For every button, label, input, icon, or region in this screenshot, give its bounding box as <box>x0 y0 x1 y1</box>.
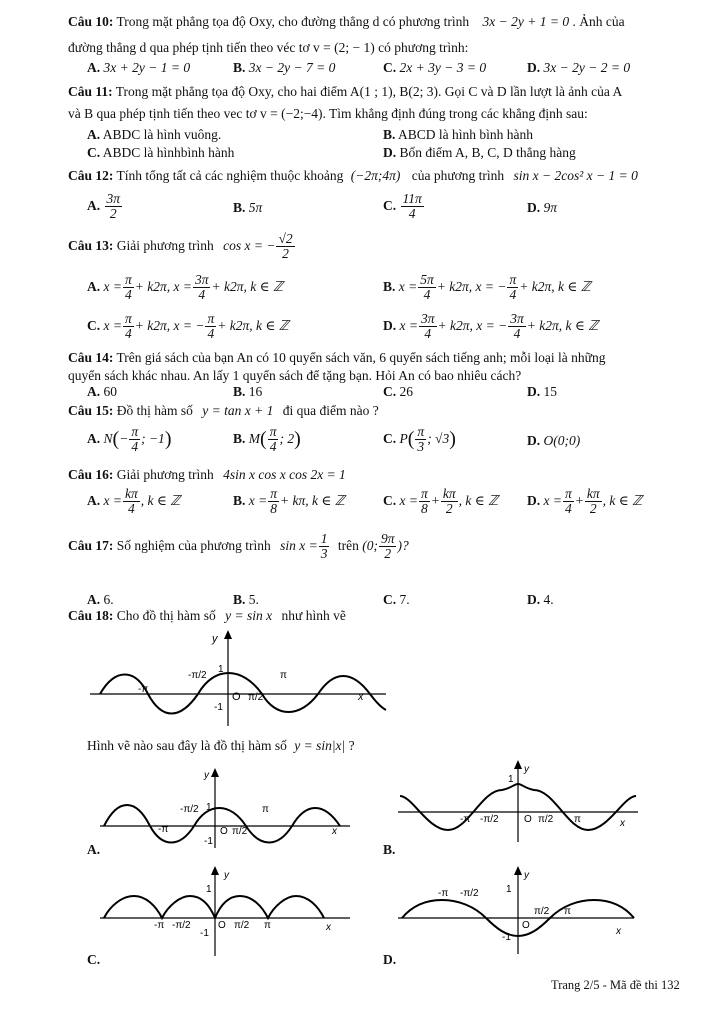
q18-option-a-graph[interactable] <box>100 768 360 848</box>
q13-option-b[interactable]: B. x = $\frac{5\pi}{4}$ + k2π, x = − $\frac{\pi}{4}$ + k2π, k ∈ ℤ <box>383 272 591 303</box>
q13-option-c[interactable]: C. x = $\frac{\pi}{4}$ + k2π, x = − $\frac{\pi}{4}$ + k2π, k ∈ ℤ <box>87 311 289 342</box>
q13-option-a[interactable]: A. x = $\frac{\pi}{4}$ + k2π, x = $\frac{3\pi}{4}$ + k2π, k ∈ ℤ <box>87 272 284 303</box>
q15-option-c[interactable]: C. P( $\frac{\pi}{3}$ ; √3) <box>383 424 456 455</box>
q18-option-b[interactable]: B. <box>383 842 396 857</box>
y-label: y <box>212 633 218 645</box>
svg-text:-π: -π <box>438 888 449 899</box>
q12-stem: Câu 12: Tính tổng tất cả các nghiệm thuộc khoảng (−2π;4π) của phương trình sin x − 2cos² x − 1 = 0 <box>68 168 638 183</box>
q14-option-c[interactable]: C. 26 <box>383 384 413 399</box>
q14-option-b[interactable]: B. 16 <box>233 384 263 399</box>
svg-text:π: π <box>574 814 581 825</box>
one-label: 1 <box>218 664 224 675</box>
q16-stem: Câu 16: Giải phương trình 4sin x cos x cos 2x = 1 <box>68 467 346 482</box>
svg-text:π: π <box>264 920 271 931</box>
neg-one-label: -1 <box>214 702 223 713</box>
q11-line1: Câu 11: Trong mặt phẳng tọa độ Oxy, cho hai điểm A(1 ; 1), B(2; 3). Gọi C và D lần lượt là ảnh của A <box>68 84 623 99</box>
svg-text:π/2: π/2 <box>538 814 554 825</box>
svg-text:x: x <box>332 826 337 837</box>
svg-text:π: π <box>262 804 269 815</box>
svg-text:1: 1 <box>508 774 514 785</box>
pi-label: π <box>280 670 287 681</box>
half-pi-label: π/2 <box>248 692 264 703</box>
q10-label: Câu 10: <box>68 14 114 29</box>
svg-text:-π/2: -π/2 <box>480 814 499 825</box>
q15-stem: Câu 15: Đồ thị hàm số y = tan x + 1 đi qua điểm nào ? <box>68 403 379 418</box>
q18-option-c-graph[interactable] <box>100 866 360 956</box>
q10-option-d[interactable]: D. 3x − 2y − 2 = 0 <box>527 60 631 75</box>
q17-stem: Câu 17: Số nghiệm của phương trình sin x = $\frac{1}{3}$ trên (0; $\frac{9\pi}{2}$ )? <box>68 531 409 562</box>
svg-text:y: y <box>524 764 529 775</box>
svg-text:y: y <box>524 870 529 881</box>
q18-option-c[interactable]: C. <box>87 952 101 967</box>
y-axis-arrow-icon <box>514 760 522 769</box>
svg-text:y: y <box>204 770 209 781</box>
svg-text:π/2: π/2 <box>534 906 550 917</box>
svg-text:π/2: π/2 <box>232 826 248 837</box>
neg-pi-label: -π <box>138 684 149 695</box>
svg-text:-1: -1 <box>200 928 209 939</box>
x-label: x <box>358 691 364 703</box>
q15-option-d[interactable]: D. O(0;0) <box>527 433 581 448</box>
y-axis-arrow-icon <box>224 630 232 639</box>
q18-option-d-graph[interactable] <box>398 866 648 956</box>
q14-line1: Câu 14: Trên giá sách của bạn An có 10 quyển sách văn, 6 quyển sách tiếng anh; mỗi loại là những <box>68 350 606 365</box>
q15-option-a[interactable]: A. N(− $\frac{\pi}{4}$ ; −1) <box>87 424 172 455</box>
svg-text:-π/2: -π/2 <box>180 804 199 815</box>
q18-option-d[interactable]: D. <box>383 952 397 967</box>
svg-text:-π: -π <box>158 824 169 835</box>
svg-text:O: O <box>524 814 532 825</box>
q16-option-c[interactable]: C. x = $\frac{\pi}{8}$ + $\frac{k\pi}{2}$ , k ∈ ℤ <box>383 486 499 517</box>
q10-line2: đường thẳng d qua phép tịnh tiến theo véc tơ v = (2; − 1) có phương trình: <box>68 40 469 55</box>
origin-label: O <box>232 691 241 703</box>
q12-option-c[interactable]: C. $\frac{11\pi}{4}$ <box>383 191 422 222</box>
svg-text:π/2: π/2 <box>234 920 250 931</box>
page-footer: Trang 2/5 - Mã đề thi 132 <box>551 978 680 992</box>
y-axis-arrow-icon <box>514 866 522 875</box>
q13-stem: Câu 13: Giải phương trình cos x = − $\frac{√2}{2}$ <box>68 231 293 262</box>
q14-line2: quyển sách khác nhau. An lấy 1 quyển sách để tặng bạn. Hỏi An có bao nhiêu cách? <box>68 368 522 383</box>
svg-text:-1: -1 <box>502 932 511 943</box>
svg-text:-π: -π <box>154 920 165 931</box>
svg-text:O: O <box>522 920 530 931</box>
svg-text:π: π <box>564 906 571 917</box>
q16-option-d[interactable]: D. x = $\frac{\pi}{4}$ + $\frac{k\pi}{2}$ , k ∈ ℤ <box>527 486 643 517</box>
y-axis-arrow-icon <box>211 866 219 875</box>
svg-text:x: x <box>616 926 621 937</box>
q17-option-c[interactable]: C. 7. <box>383 592 410 607</box>
q10-option-c[interactable]: C. 2x + 3y − 3 = 0 <box>383 60 487 75</box>
q14-option-d[interactable]: D. 15 <box>527 384 557 399</box>
q18-option-a[interactable]: A. <box>87 842 101 857</box>
svg-text:-π/2: -π/2 <box>460 888 479 899</box>
q17-option-d[interactable]: D. 4. <box>527 592 554 607</box>
curve <box>104 896 324 918</box>
q17-option-b[interactable]: B. 5. <box>233 592 259 607</box>
q10-line1: Câu 10: Trong mặt phẳng tọa độ Oxy, cho đường thẳng d có phương trình 3x − 2y + 1 = 0 . Ảnh của <box>68 14 625 29</box>
neg-half-pi-label: -π/2 <box>188 670 207 681</box>
svg-text:1: 1 <box>206 884 212 895</box>
q11-option-c[interactable]: C. ABDC là hìnhbình hành <box>87 145 235 160</box>
q10-option-b[interactable]: B. 3x − 2y − 7 = 0 <box>233 60 336 75</box>
q16-option-a[interactable]: A. x = $\frac{k\pi}{4}$ , k ∈ ℤ <box>87 486 181 517</box>
svg-text:-1: -1 <box>204 836 213 847</box>
q18-stem: Câu 18: Cho đồ thị hàm số y = sin x như hình vẽ <box>68 608 346 623</box>
svg-text:-π/2: -π/2 <box>172 920 191 931</box>
q12-option-d[interactable]: D. 9π <box>527 200 558 215</box>
q11-option-d[interactable]: D. Bốn điểm A, B, C, D thẳng hàng <box>383 145 576 160</box>
svg-text:1: 1 <box>206 802 212 813</box>
q16-option-b[interactable]: B. x = $\frac{\pi}{8}$ + kπ, k ∈ ℤ <box>233 486 345 517</box>
q11-option-a[interactable]: A. ABDC là hình vuông. <box>87 127 222 142</box>
svg-text:y: y <box>224 870 229 881</box>
q10-option-a[interactable]: A. 3x + 2y − 1 = 0 <box>87 60 191 75</box>
q13-option-d[interactable]: D. x = $\frac{3\pi}{4}$ + k2π, x = − $\frac{3\pi}{4}$ + k2π, k ∈ ℤ <box>383 311 599 342</box>
q18-question: Hình vẽ nào sau đây là đồ thị hàm số y = sin|x| ? <box>87 738 355 753</box>
q11-option-b[interactable]: B. ABCD là hình bình hành <box>383 127 534 142</box>
svg-text:-π: -π <box>460 814 471 825</box>
svg-text:x: x <box>620 818 625 829</box>
svg-text:x: x <box>326 922 331 933</box>
q18-option-b-graph[interactable] <box>398 760 648 844</box>
svg-text:O: O <box>220 826 228 837</box>
q12-option-a[interactable]: A. $\frac{3\pi}{2}$ <box>87 191 121 222</box>
q15-option-b[interactable]: B. M( $\frac{\pi}{4}$ ; 2) <box>233 424 301 455</box>
q12-option-b[interactable]: B. 5π <box>233 200 263 215</box>
q18-reference-graph <box>90 628 390 728</box>
svg-text:O: O <box>218 920 226 931</box>
q14-option-a[interactable]: A. 60 <box>87 384 117 399</box>
q11-line2: và B qua phép tịnh tiến theo vec tơ v = (−2;−4). Tìm khẳng định đúng trong các khẳng định sau: <box>68 106 588 121</box>
svg-text:1: 1 <box>506 884 512 895</box>
y-axis-arrow-icon <box>211 768 219 777</box>
q17-option-a[interactable]: A. 6. <box>87 592 114 607</box>
